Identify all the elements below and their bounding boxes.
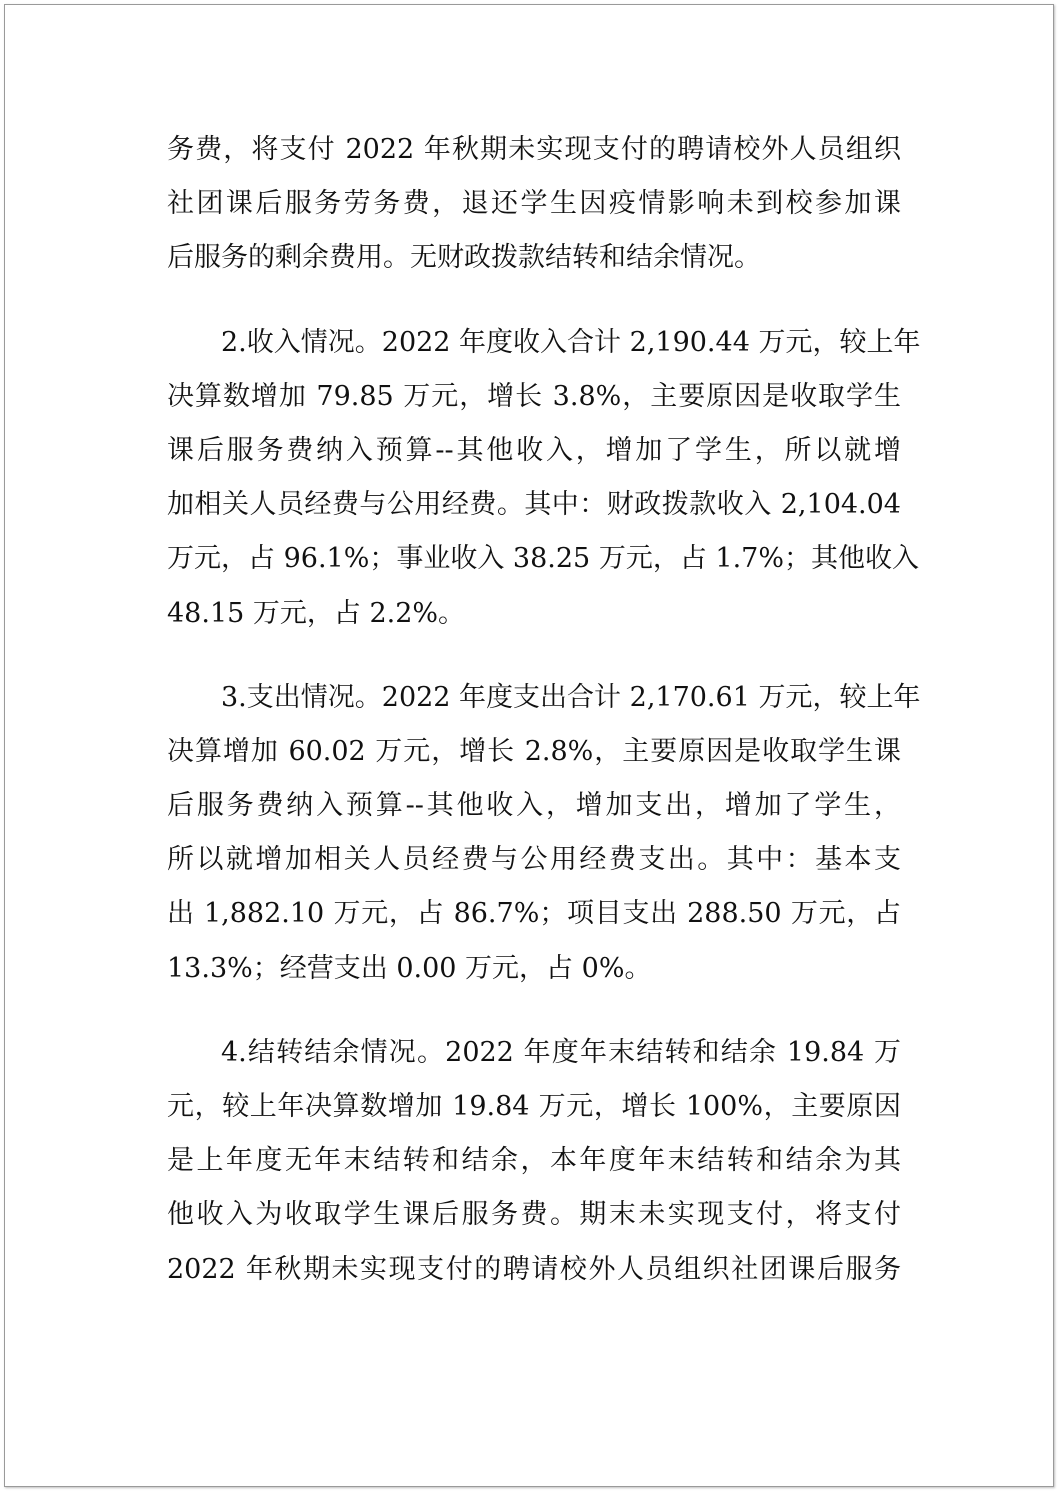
paragraph-expenditure <box>167 681 921 984</box>
text-line: 务费，将支付 2022 年秋期未实现支付的聘请校外人员组织 <box>167 134 901 165</box>
text-line: 2022 年秋期未实现支付的聘请校外人员组织社团课后服务 <box>167 1253 901 1285</box>
text-line: 万元，占 96.1%；事业收入 38.25 万元，占 1.7%；其他收入 <box>167 543 919 575</box>
text-line: 4.结转结余情况。2022 年度年末结转和结余 19.84 万 <box>221 1036 901 1068</box>
text-line: 出 1,882.10 万元，占 86.7%；项目支出 288.50 万元，占 <box>167 898 901 930</box>
paragraph-income <box>167 326 921 629</box>
text-line: 3.支出情况。2022 年度支出合计 2,170.61 万元，较上年 <box>221 681 921 713</box>
paragraph-gap <box>167 298 901 328</box>
text-line: 决算增加 60.02 万元，增长 2.8%，主要原因是收取学生课 <box>167 735 901 767</box>
text-line: 48.15 万元，占 2.2%。 <box>167 597 466 629</box>
text-line: 后服务的剩余费用。无财政拨款结转和结余情况。 <box>167 242 761 274</box>
paragraph-carryover <box>167 1038 901 1285</box>
text-line: 后服务费纳入预算--其他收入，增加支出，增加了学生， <box>167 790 901 822</box>
text-line: 2.收入情况。2022 年度收入合计 2,190.44 万元，较上年 <box>221 326 921 358</box>
text-line: 决算数增加 79.85 万元，增长 3.8%，主要原因是收取学生 <box>167 380 901 412</box>
text-line: 13.3%；经营支出 0.00 万元，占 0%。 <box>167 952 652 984</box>
paragraph-gap <box>167 653 901 683</box>
text-line: 是上年度无年末结转和结余，本年度年末结转和结余为其 <box>167 1145 901 1177</box>
text-line: 社团课后服务劳务费，退还学生因疫情影响未到校参加课 <box>167 188 901 220</box>
document-body <box>167 134 921 1309</box>
text-line: 课后服务费纳入预算--其他收入，增加了学生，所以就增 <box>167 434 901 466</box>
text-line: 所以就增加相关人员经费与公用经费支出。其中：基本支 <box>167 844 901 876</box>
text-line: 加相关人员经费与公用经费。其中：财政拨款收入 2,104.04 <box>167 489 901 521</box>
paragraph-gap <box>167 1008 901 1038</box>
paragraph-continuation <box>167 135 901 273</box>
document-page <box>4 4 1054 1487</box>
text-line: 他收入为收取学生课后服务费。期末未实现支付，将支付 <box>167 1199 901 1231</box>
text-line: 元，较上年决算数增加 19.84 万元，增长 100%，主要原因 <box>167 1091 901 1122</box>
